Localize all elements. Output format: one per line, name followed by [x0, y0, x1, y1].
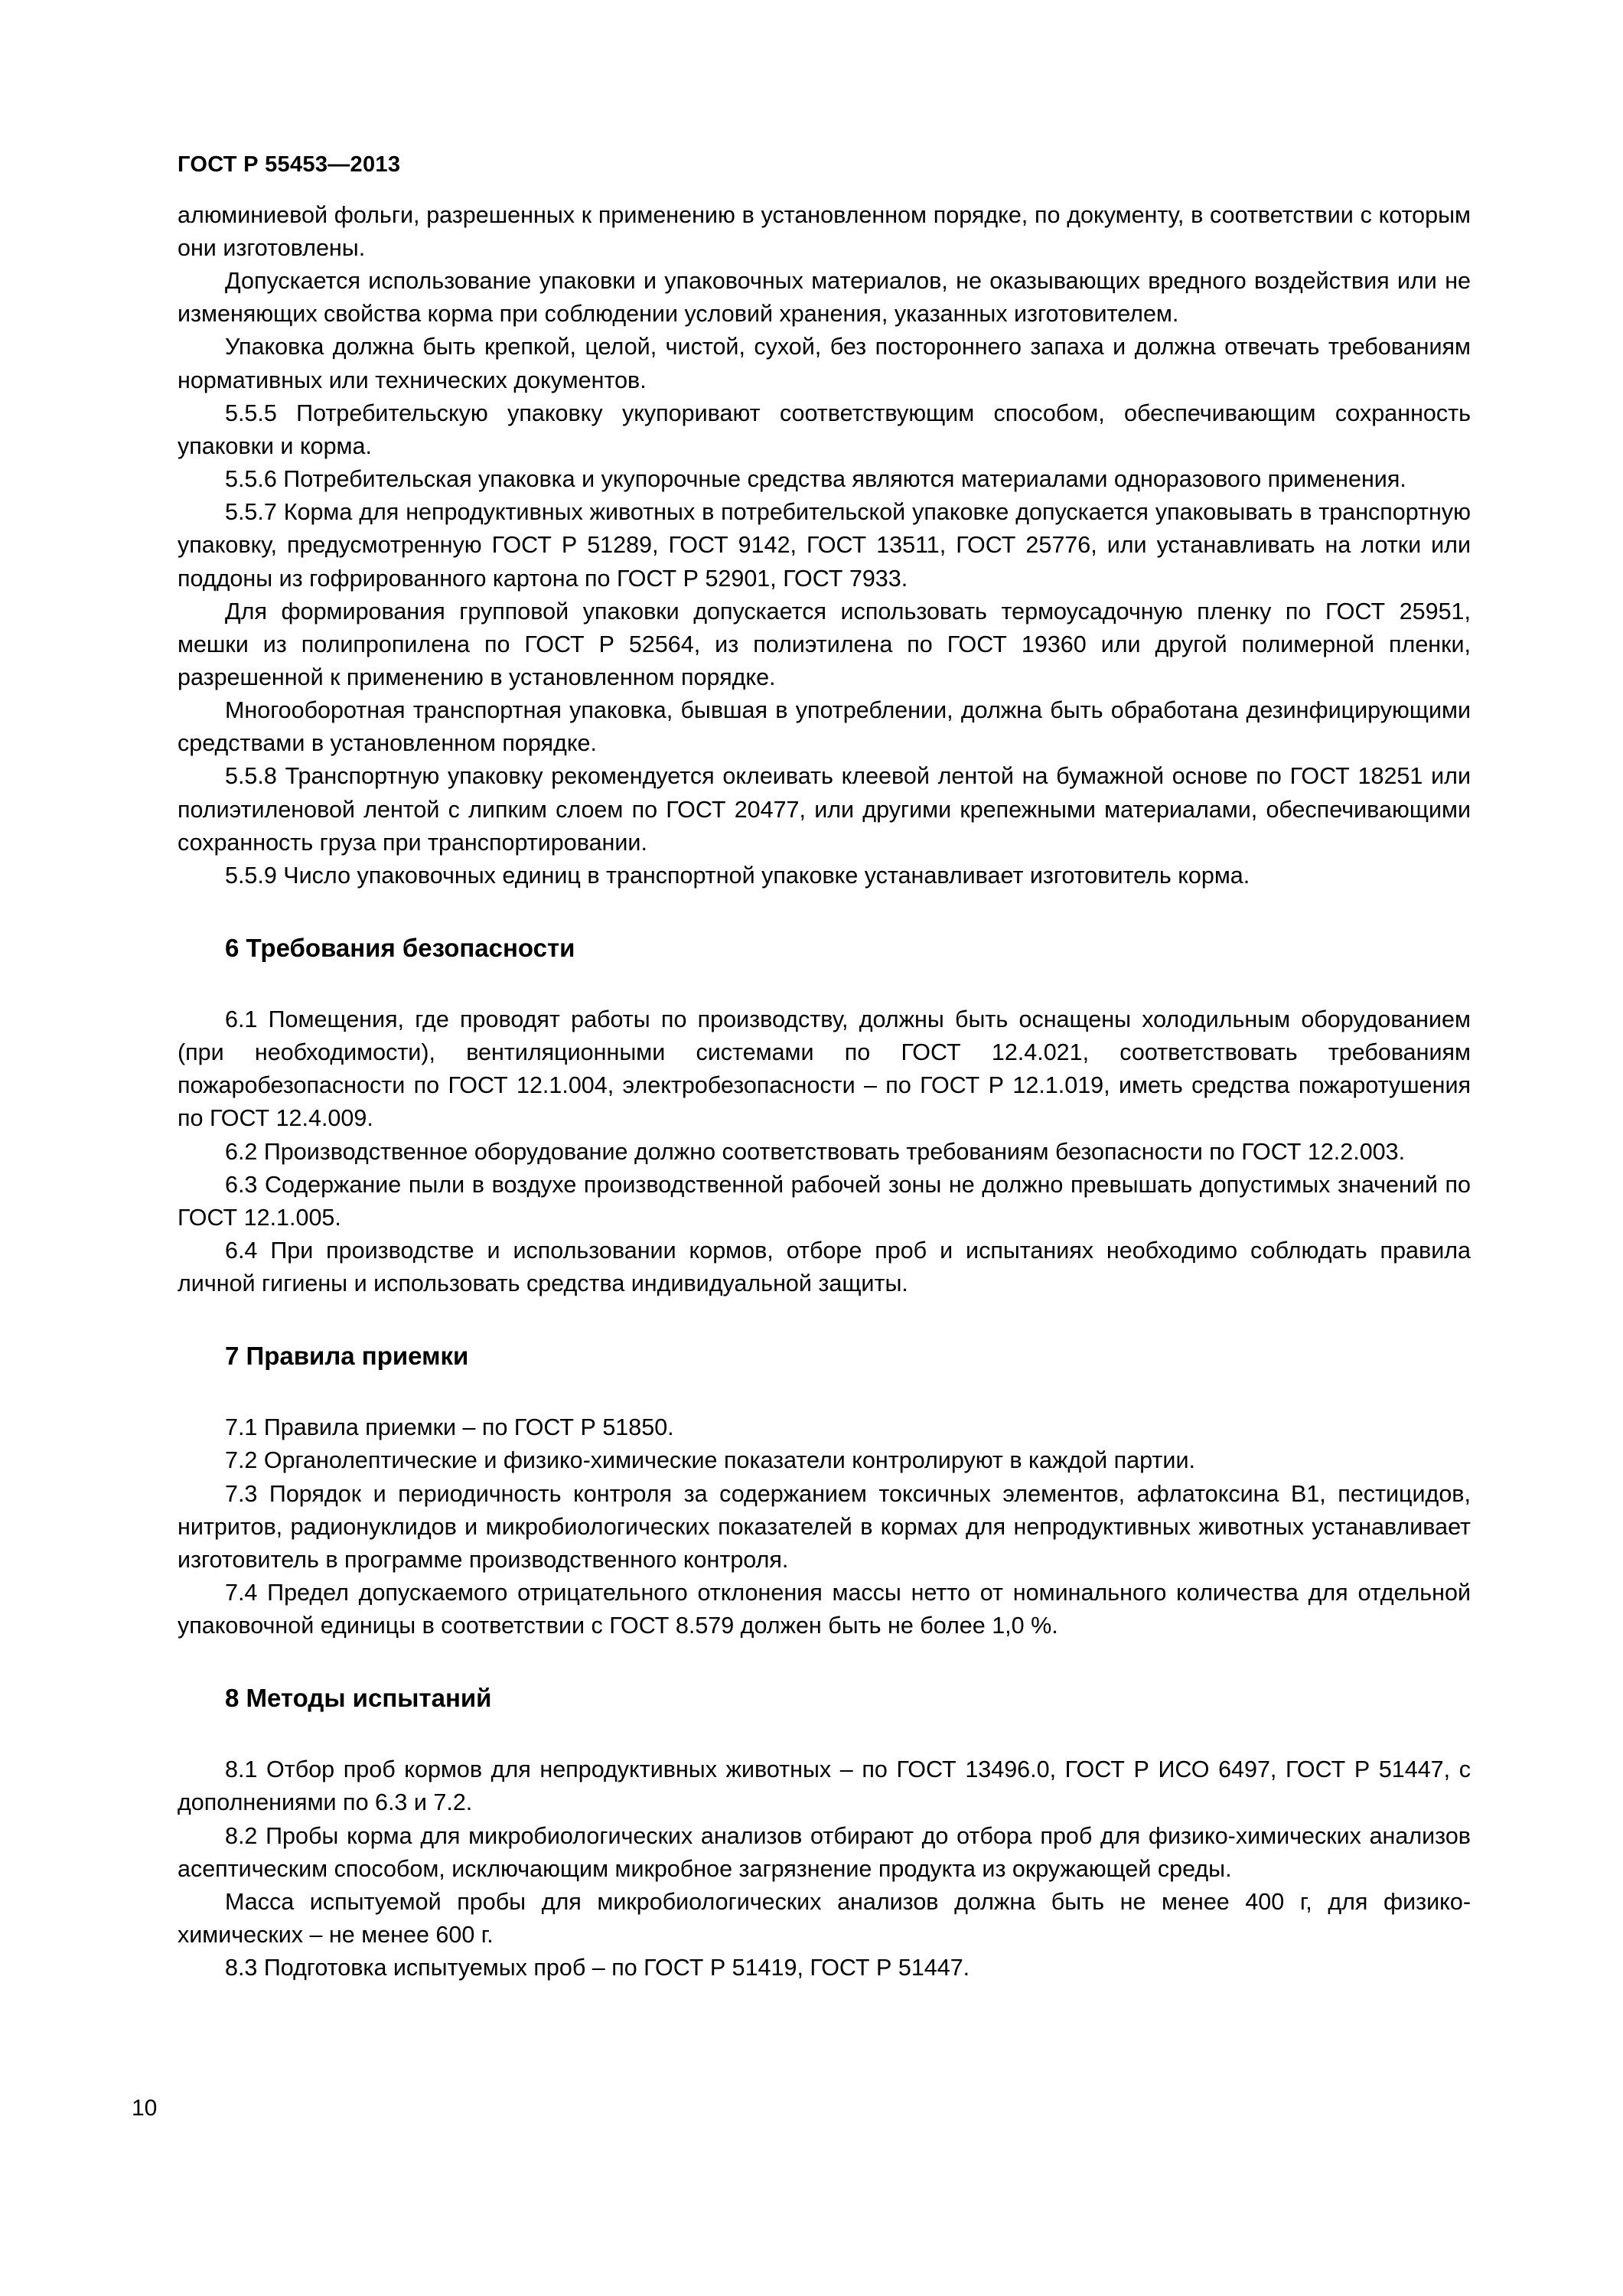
paragraph: Упаковка должна быть крепкой, целой, чистой, сухой, без постороннего запаха и должна отвечать требованиям нормативных или технических документов.	[178, 334, 1471, 393]
paragraph-7-3: 7.3 Порядок и периодичность контроля за содержанием токсичных элементов, афлатоксина В1, пестицидов, нитритов, радионуклидов и микробиологических показателей в кормах для непродуктивных животных устанавливает изготовитель в программе производственного контроля.	[178, 1480, 1471, 1573]
running-head-standard-code: ГОСТ Р 55453—2013	[178, 152, 401, 177]
section-heading-7: 7 Правила приемки	[225, 1342, 469, 1371]
page-number: 10	[132, 2095, 158, 2121]
spacer	[178, 965, 1471, 1003]
page-content	[178, 0, 1471, 1985]
paragraph-7-2: 7.2 Органолептические и физико-химические показатели контролируют в каждой партии.	[225, 1447, 1195, 1474]
section5-continuation-block	[178, 199, 1471, 892]
paragraph-6-1: 6.1 Помещения, где проводят работы по производству, должны быть оснащены холодильным оборудованием (при необходимости), вентиляционными системами по ГОСТ 12.4.021, соответствовать требованиям пожаробезопасности по ГОСТ 12.1.004, электробезопасности – по ГОСТ Р 12.1.019, иметь средства пожаротушения по ГОСТ 12.4.009.	[178, 1006, 1471, 1132]
section7-block	[178, 1411, 1471, 1642]
paragraph-7-1: 7.1 Правила приемки – по ГОСТ Р 51850.	[225, 1414, 674, 1441]
paragraph-6-3: 6.3 Содержание пыли в воздухе производственной рабочей зоны не должно превышать допустимых значений по ГОСТ 12.1.005.	[178, 1171, 1471, 1231]
spacer	[178, 1715, 1471, 1753]
spacer	[178, 892, 1471, 932]
paragraph-5-5-8: 5.5.8 Транспортную упаковку рекомендуется оклеивать клеевой лентой на бумажной основе по ГОСТ 18251 или полиэтиленовой лентой с липким слоем по ГОСТ 20477, или другими крепежными материалами, обеспечивающими сохранность груза при транспортировании.	[178, 763, 1471, 856]
section-heading-8: 8 Методы испытаний	[225, 1684, 492, 1713]
paragraph-5-5-9: 5.5.9 Число упаковочных единиц в транспортной упаковке устанавливает изготовитель корма.	[225, 862, 1250, 889]
section-heading-6: 6 Требования безопасности	[225, 934, 575, 963]
paragraph-6-2: 6.2 Производственное оборудование должно соответствовать требованиям безопасности по ГОСТ 12.2.003.	[225, 1138, 1406, 1165]
paragraph-5-5-5: 5.5.5 Потребительскую упаковку укупоривают соответствующим способом, обеспечивающим сохранность упаковки и корма.	[178, 400, 1471, 459]
paragraph-6-4: 6.4 При производстве и использовании кормов, отборе проб и испытаниях необходимо соблюдать правила личной гигиены и использовать средства индивидуальной защиты.	[178, 1238, 1471, 1297]
spacer	[178, 1373, 1471, 1411]
paragraph: Многооборотная транспортная упаковка, бывшая в употреблении, должна быть обработана дезинфицирующими средствами в установленном порядке.	[178, 697, 1471, 757]
paragraph-5-5-7: 5.5.7 Корма для непродуктивных животных в потребительской упаковке допускается упаковывать в транспортную упаковку, предусмотренную ГОСТ Р 51289, ГОСТ 9142, ГОСТ 13511, ГОСТ 25776, или устанавливать на лотки или поддоны из гофрированного картона по ГОСТ Р 52901, ГОСТ 7933.	[178, 499, 1471, 592]
section8-block	[178, 1753, 1471, 1985]
paragraph-8-3: 8.3 Подготовка испытуемых проб – по ГОСТ Р 51419, ГОСТ Р 51447.	[225, 1955, 970, 1981]
paragraph-7-4: 7.4 Предел допускаемого отрицательного отклонения массы нетто от номинального количества для отдельной упаковочной единицы в соответствии с ГОСТ 8.579 должен быть не более 1,0 %.	[178, 1580, 1471, 1639]
paragraph-8-1: 8.1 Отбор проб кормов для непродуктивных животных – по ГОСТ 13496.0, ГОСТ Р ИСО 6497, ГОСТ Р 51447, с дополнениями по 6.3 и 7.2.	[178, 1756, 1471, 1816]
paragraph: алюминиевой фольги, разрешенных к применению в установленном порядке, по документу, в соответствии с которым они изготовлены.	[178, 201, 1471, 261]
paragraph-5-5-6: 5.5.6 Потребительская упаковка и укупорочные средства являются материалами одноразового применения.	[225, 466, 1406, 493]
paragraph: Допускается использование упаковки и упаковочных материалов, не оказывающих вредного воздействия или не изменяющих свойства корма при соблюдении условий хранения, указанных изготовителем.	[178, 268, 1471, 328]
paragraph: Масса испытуемой пробы для микробиологических анализов должна быть не менее 400 г, для физико-химических – не менее 600 г.	[178, 1888, 1471, 1949]
paragraph: Для формирования групповой упаковки допускается использовать термоусадочную пленку по ГОСТ 25951, мешки из полипропилена по ГОСТ Р 52564, из полиэтилена по ГОСТ 19360 или другой полимерной пленки, разрешенной к применению в установленном порядке.	[178, 598, 1471, 690]
paragraph-8-2: 8.2 Пробы корма для микробиологических анализов отбирают до отбора проб для физико-химических анализов асептическим способом, исключающим микробное загрязнение продукта из окружающей среды.	[178, 1822, 1471, 1882]
section6-block	[178, 1003, 1471, 1300]
spacer	[178, 1642, 1471, 1682]
spacer	[178, 1300, 1471, 1340]
